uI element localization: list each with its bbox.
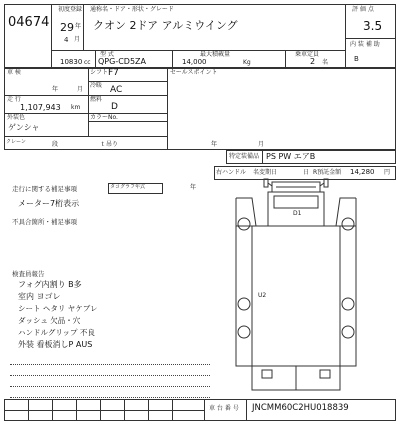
reg-month-unit: 月 [74,36,81,43]
wheel [342,298,354,310]
model-code: QPG-CD5ZA [98,57,146,66]
driving-note: メーター7桁表示 [18,199,80,208]
mirror-left [264,179,268,187]
lot-number: 04674 [8,15,50,30]
inspector-note: フォグ内割り B多 [18,280,82,289]
cab-side-right [336,198,356,226]
cab-roof [268,192,324,226]
divider [172,50,173,68]
ac-value: AC [110,85,123,95]
inspector-note: シート ヘタリ ヤケブレ [18,304,98,313]
divider [262,150,263,164]
divider [95,50,96,68]
divider [148,399,149,421]
tacho-unit: 年 [190,184,197,191]
chassis-number: JNCMM60C2HU018839 [252,403,349,413]
divider [52,399,53,421]
crane-year-unit: 年 [211,141,218,148]
title-unit: 日 [303,169,310,176]
divider [4,113,167,114]
ac-label: 冷暖 [90,82,103,89]
crane-hook-unit: ｔ吊り [100,141,119,148]
selling-points-label: セールスポイント [170,69,218,76]
inspector-note: 外装 看板消しP AUS [18,340,93,349]
divider [88,121,167,122]
interior-label: 内 装 補 助 [350,41,380,48]
capacity: 2 [310,57,316,66]
color-no-label: カラーNo. [90,114,118,121]
remark-line [10,375,210,376]
spec-frame [4,68,396,150]
model-code-label: 型 式 [100,51,114,58]
max-load-unit: Kg [243,59,251,66]
inspector-note: ダッシュ 欠品・穴 [18,316,81,325]
r-unit: 円 [384,169,391,176]
color-value: ゲンシャ [8,123,40,132]
first-reg-label: 初度登録 [58,6,83,13]
remark-line [10,364,210,365]
score-value: 3.5 [363,19,383,33]
score-label: 評 価 点 [352,6,374,13]
divider [246,399,247,421]
r-amount: 14,280 [350,168,375,176]
divider [28,399,29,421]
remark-line [10,397,210,398]
divider [167,68,168,150]
divider [4,410,204,411]
displacement: 10830 [60,58,83,66]
body-side-right [340,226,356,366]
divider [345,4,346,68]
inspector-note: ハンドルグリップ 不良 [18,328,95,337]
wheel [238,218,250,230]
special-equipment-items: PS PW エアB [266,152,316,161]
cab-side-left [236,198,256,226]
color-label: 外装色 [7,114,26,121]
divider [204,399,205,421]
capacity-label: 乗車定員 [295,51,320,58]
special-equipment-label: 特定装備品 [229,153,260,160]
divider [76,399,77,421]
crane-month-unit: 月 [258,141,265,148]
wheel [342,326,354,338]
mirror-right [324,179,328,187]
tacho-label: タコグラフ年式 [110,184,146,190]
body-side-left [236,226,252,366]
shift-label: シフト [90,69,109,76]
shift-value: F7 [108,68,119,78]
divider [88,68,89,136]
divider [51,4,52,68]
displacement-unit: cc [84,59,91,66]
body-damage-label: U2 [258,292,267,299]
interior-grade: B [354,55,359,63]
divider [285,50,286,68]
inspection-month-unit: 月 [77,86,84,93]
type-label: 通称名・ドア・形状・グレード [90,6,174,13]
inspector-note: 室内 ヨゴレ [18,292,61,301]
divider [4,136,167,137]
divider [172,399,173,421]
max-load-label: 最大積載量 [200,51,231,58]
wheel [238,298,250,310]
r-amount-label: R預託金額 [313,169,342,176]
handle-label: 右ハンドル [216,169,247,176]
crane-label: クレーン [6,139,26,145]
wheel [342,218,354,230]
max-load: 14,000 [182,58,207,66]
reg-year: 29 [60,21,74,34]
fuel-label: 燃料 [90,96,103,103]
model-name: クオン 2ドア アルミウイング [93,19,238,32]
fuel-value: D [111,102,118,112]
cab-damage-label: D1 [293,210,302,217]
crane-step-unit: 段 [52,141,59,148]
wheel [238,326,250,338]
reg-year-unit: 年 [75,23,82,30]
divider [124,399,125,421]
divider [4,95,167,96]
inspector-label: 検査員報告 [12,270,45,278]
chassis-label: 車 台 番 号 [209,405,239,412]
capacity-unit: 名 [322,59,329,66]
mileage-label: 走 行 [7,96,21,103]
inspection-year-unit: 年 [52,86,59,93]
reg-month: 4 [64,36,69,44]
divider [100,399,101,421]
defect-label: 不具合箇所・補足事項 [12,218,77,226]
driving-remarks-label: 走行に関する補足事項 [12,185,77,193]
divider [345,38,396,39]
inspection-label: 車 検 [7,69,21,76]
mileage-unit: km [71,104,81,111]
divider [83,4,84,50]
mileage-value: 1,107,943 [20,103,61,112]
title-label: 名変期日 [253,169,278,176]
remark-line [10,386,210,387]
